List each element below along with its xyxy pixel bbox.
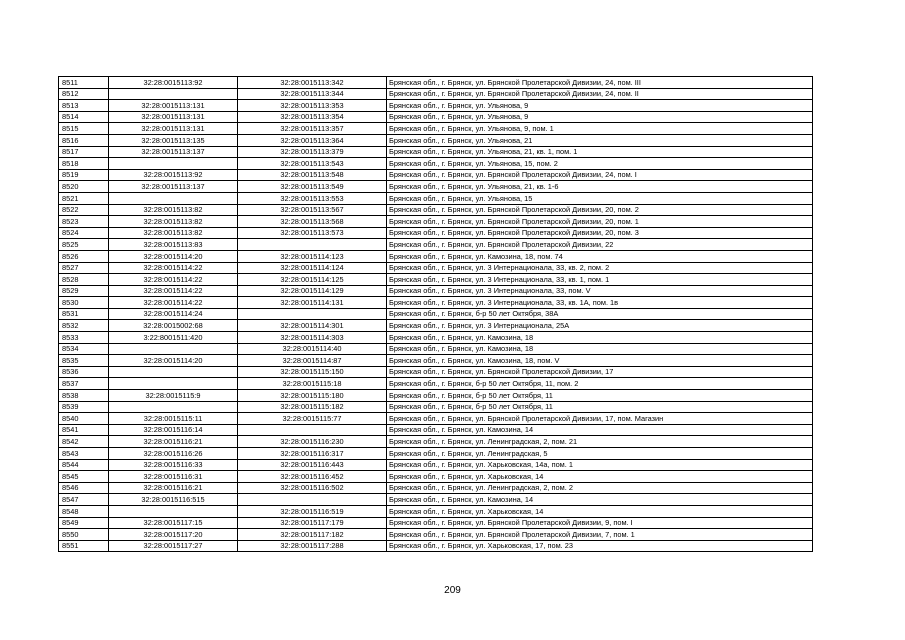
address-cell: Брянская обл., г. Брянск, ул. Ульянова, 9 [387, 111, 813, 123]
parent-cadastral-number-cell: 32:28:0015113:131 [109, 100, 238, 112]
table-row [59, 77, 813, 89]
table-row [59, 274, 813, 286]
address-cell: Брянская обл., г. Брянск, ул. Брянской Пролетарской Дивизии, 22 [387, 239, 813, 251]
table-row [59, 250, 813, 262]
table-row [59, 204, 813, 216]
address-cell: Брянская обл., г. Брянск, ул. Ульянова, 15 [387, 192, 813, 204]
address-cell: Брянская обл., г. Брянск, ул. Камозина, 14 [387, 494, 813, 506]
address-cell: Брянская обл., г. Брянск, ул. Харьковская, 14 [387, 505, 813, 517]
cadastral-number-cell: 32:28:0015113:553 [238, 192, 387, 204]
row-number-cell: 8521 [59, 192, 109, 204]
cadastral-number-cell: 32:28:0015116:519 [238, 505, 387, 517]
cadastral-number-cell: 32:28:0015113:573 [238, 227, 387, 239]
cadastral-number-cell: 32:28:0015115:77 [238, 413, 387, 425]
address-cell: Брянская обл., г. Брянск, ул. 3 Интернационала, 33, кв. 2, пом. 2 [387, 262, 813, 274]
address-cell: Брянская обл., г. Брянск, ул. 3 Интернационала, 33, кв. 1А, пом. 1в [387, 297, 813, 309]
address-cell: Брянская обл., г. Брянск, ул. Брянской Пролетарской Дивизии, 20, пом. 1 [387, 216, 813, 228]
parent-cadastral-number-cell [109, 505, 238, 517]
row-number-cell: 8532 [59, 320, 109, 332]
parent-cadastral-number-cell: 32:28:0015114:22 [109, 274, 238, 286]
cadastral-number-cell [238, 424, 387, 436]
table-row [59, 401, 813, 413]
cadastral-number-cell: 32:28:0015114:131 [238, 297, 387, 309]
row-number-cell: 8522 [59, 204, 109, 216]
table-row [59, 181, 813, 193]
cadastral-number-cell: 32:28:0015113:568 [238, 216, 387, 228]
parent-cadastral-number-cell: 32:28:0015116:14 [109, 424, 238, 436]
address-cell: Брянская обл., г. Брянск, ул. Брянской Пролетарской Дивизии, 24, пом. II [387, 88, 813, 100]
table-row [59, 517, 813, 529]
parent-cadastral-number-cell: 32:28:0015115:9 [109, 390, 238, 402]
table-row [59, 448, 813, 460]
address-cell: Брянская обл., г. Брянск, ул. Камозина, 14 [387, 424, 813, 436]
cadastral-number-cell: 32:28:0015116:502 [238, 482, 387, 494]
row-number-cell: 8514 [59, 111, 109, 123]
address-cell: Брянская обл., г. Брянск, ул. Камозина, 18 [387, 332, 813, 344]
address-cell: Брянская обл., г. Брянск, ул. Ульянова, 21, кв. 1, пом. 1 [387, 146, 813, 158]
row-number-cell: 8518 [59, 158, 109, 170]
row-number-cell: 8541 [59, 424, 109, 436]
table-row [59, 123, 813, 135]
parent-cadastral-number-cell: 32:28:0015113:82 [109, 216, 238, 228]
table-row [59, 239, 813, 251]
address-cell: Брянская обл., г. Брянск, ул. 3 Интернационала, 25А [387, 320, 813, 332]
cadastral-number-cell: 32:28:0015113:548 [238, 169, 387, 181]
address-cell: Брянская обл., г. Брянск, ул. Камозина, 18, пом. 74 [387, 250, 813, 262]
table-row [59, 505, 813, 517]
registry-table [58, 76, 813, 552]
row-number-cell: 8513 [59, 100, 109, 112]
cadastral-number-cell: 32:28:0015113:543 [238, 158, 387, 170]
table-row [59, 285, 813, 297]
parent-cadastral-number-cell [109, 343, 238, 355]
cadastral-number-cell [238, 494, 387, 506]
row-number-cell: 8543 [59, 448, 109, 460]
table-row [59, 169, 813, 181]
row-number-cell: 8536 [59, 366, 109, 378]
row-number-cell: 8548 [59, 505, 109, 517]
row-number-cell: 8531 [59, 308, 109, 320]
address-cell: Брянская обл., г. Брянск, б-р 50 лет Октября, 11, пом. 2 [387, 378, 813, 390]
address-cell: Брянская обл., г. Брянск, ул. Брянской Пролетарской Дивизии, 17 [387, 366, 813, 378]
cadastral-number-cell: 32:28:0015114:303 [238, 332, 387, 344]
parent-cadastral-number-cell: 32:28:0015114:20 [109, 250, 238, 262]
table-row [59, 134, 813, 146]
cadastral-number-cell: 32:28:0015117:288 [238, 540, 387, 552]
parent-cadastral-number-cell: 32:28:0015113:131 [109, 123, 238, 135]
cadastral-number-cell: 32:28:0015114:301 [238, 320, 387, 332]
table-row [59, 227, 813, 239]
address-cell: Брянская обл., г. Брянск, ул. Камозина, 18 [387, 343, 813, 355]
cadastral-number-cell: 32:28:0015114:40 [238, 343, 387, 355]
address-cell: Брянская обл., г. Брянск, ул. Харьковская, 14 [387, 471, 813, 483]
parent-cadastral-number-cell: 32:28:0015113:92 [109, 169, 238, 181]
table-row [59, 529, 813, 541]
parent-cadastral-number-cell: 32:28:0015114:22 [109, 285, 238, 297]
row-number-cell: 8544 [59, 459, 109, 471]
table-row [59, 413, 813, 425]
table-row [59, 158, 813, 170]
table-row [59, 146, 813, 158]
parent-cadastral-number-cell: 32:28:0015113:92 [109, 77, 238, 89]
row-number-cell: 8528 [59, 274, 109, 286]
table-row [59, 424, 813, 436]
cadastral-number-cell: 32:28:0015114:129 [238, 285, 387, 297]
cadastral-number-cell: 32:28:0015116:443 [238, 459, 387, 471]
parent-cadastral-number-cell: 32:28:0015117:27 [109, 540, 238, 552]
row-number-cell: 8549 [59, 517, 109, 529]
address-cell: Брянская обл., г. Брянск, б-р 50 лет Октября, 38А [387, 308, 813, 320]
table-row [59, 88, 813, 100]
row-number-cell: 8539 [59, 401, 109, 413]
cadastral-number-cell: 32:28:0015114:124 [238, 262, 387, 274]
row-number-cell: 8537 [59, 378, 109, 390]
row-number-cell: 8533 [59, 332, 109, 344]
row-number-cell: 8517 [59, 146, 109, 158]
address-cell: Брянская обл., г. Брянск, ул. Ульянова, 21 [387, 134, 813, 146]
address-cell: Брянская обл., г. Брянск, ул. Брянской Пролетарской Дивизии, 20, пом. 2 [387, 204, 813, 216]
parent-cadastral-number-cell [109, 88, 238, 100]
table-row [59, 436, 813, 448]
address-cell: Брянская обл., г. Брянск, ул. Брянской Пролетарской Дивизии, 9, пом. I [387, 517, 813, 529]
parent-cadastral-number-cell: 32:28:0015116:31 [109, 471, 238, 483]
table-row [59, 216, 813, 228]
parent-cadastral-number-cell: 32:28:0015002:68 [109, 320, 238, 332]
row-number-cell: 8530 [59, 297, 109, 309]
table-row [59, 366, 813, 378]
cadastral-number-cell: 32:28:0015114:125 [238, 274, 387, 286]
address-cell: Брянская обл., г. Брянск, ул. Харьковская, 14а, пом. 1 [387, 459, 813, 471]
parent-cadastral-number-cell: 32:28:0015113:82 [109, 227, 238, 239]
row-number-cell: 8524 [59, 227, 109, 239]
parent-cadastral-number-cell [109, 158, 238, 170]
cadastral-number-cell: 32:28:0015116:452 [238, 471, 387, 483]
row-number-cell: 8529 [59, 285, 109, 297]
row-number-cell: 8550 [59, 529, 109, 541]
parent-cadastral-number-cell [109, 401, 238, 413]
row-number-cell: 8534 [59, 343, 109, 355]
parent-cadastral-number-cell: 32:28:0015116:21 [109, 482, 238, 494]
row-number-cell: 8551 [59, 540, 109, 552]
row-number-cell: 8546 [59, 482, 109, 494]
cadastral-number-cell: 32:28:0015116:230 [238, 436, 387, 448]
cadastral-number-cell: 32:28:0015114:123 [238, 250, 387, 262]
table-row [59, 471, 813, 483]
row-number-cell: 8516 [59, 134, 109, 146]
row-number-cell: 8523 [59, 216, 109, 228]
parent-cadastral-number-cell: 32:28:0015114:22 [109, 297, 238, 309]
parent-cadastral-number-cell [109, 366, 238, 378]
address-cell: Брянская обл., г. Брянск, б-р 50 лет Октября, 11 [387, 401, 813, 413]
cadastral-number-cell: 32:28:0015117:182 [238, 529, 387, 541]
row-number-cell: 8515 [59, 123, 109, 135]
address-cell: Брянская обл., г. Брянск, ул. 3 Интернационала, 33, пом. V [387, 285, 813, 297]
address-cell: Брянская обл., г. Брянск, ул. Ульянова, 21, кв. 1-6 [387, 181, 813, 193]
row-number-cell: 8542 [59, 436, 109, 448]
page-number: 209 [444, 585, 461, 596]
table-row [59, 540, 813, 552]
address-cell: Брянская обл., г. Брянск, ул. Ленинградская, 2, пом. 21 [387, 436, 813, 448]
parent-cadastral-number-cell: 3:22:8001511:420 [109, 332, 238, 344]
parent-cadastral-number-cell: 32:28:0015116:26 [109, 448, 238, 460]
row-number-cell: 8512 [59, 88, 109, 100]
row-number-cell: 8547 [59, 494, 109, 506]
table-row [59, 297, 813, 309]
table-row [59, 192, 813, 204]
address-cell: Брянская обл., г. Брянск, ул. Брянской Пролетарской Дивизии, 24, пом. III [387, 77, 813, 89]
cadastral-number-cell: 32:28:0015113:342 [238, 77, 387, 89]
parent-cadastral-number-cell: 32:28:0015114:20 [109, 355, 238, 367]
row-number-cell: 8526 [59, 250, 109, 262]
cadastral-number-cell: 32:28:0015113:344 [238, 88, 387, 100]
table-row [59, 378, 813, 390]
address-cell: Брянская обл., г. Брянск, ул. 3 Интернационала, 33, кв. 1, пом. 1 [387, 274, 813, 286]
cadastral-number-cell: 32:28:0015115:18 [238, 378, 387, 390]
cadastral-number-cell: 32:28:0015113:353 [238, 100, 387, 112]
table-row [59, 332, 813, 344]
row-number-cell: 8525 [59, 239, 109, 251]
registry-table-body [59, 77, 813, 552]
table-row [59, 262, 813, 274]
cadastral-number-cell: 32:28:0015113:379 [238, 146, 387, 158]
cadastral-number-cell: 32:28:0015114:87 [238, 355, 387, 367]
address-cell: Брянская обл., г. Брянск, ул. Ульянова, 9, пом. 1 [387, 123, 813, 135]
cadastral-number-cell: 32:28:0015113:549 [238, 181, 387, 193]
parent-cadastral-number-cell: 32:28:0015113:131 [109, 111, 238, 123]
address-cell: Брянская обл., г. Брянск, ул. Харьковская, 17, пом. 23 [387, 540, 813, 552]
table-row [59, 308, 813, 320]
parent-cadastral-number-cell: 32:28:0015117:15 [109, 517, 238, 529]
table-row [59, 355, 813, 367]
address-cell: Брянская обл., г. Брянск, ул. Брянской Пролетарской Дивизии, 17, пом. Магазин [387, 413, 813, 425]
cadastral-number-cell: 32:28:0015117:179 [238, 517, 387, 529]
address-cell: Брянская обл., г. Брянск, ул. Брянской Пролетарской Дивизии, 20, пом. 3 [387, 227, 813, 239]
parent-cadastral-number-cell: 32:28:0015116:515 [109, 494, 238, 506]
cadastral-number-cell [238, 239, 387, 251]
cadastral-number-cell: 32:28:0015113:364 [238, 134, 387, 146]
parent-cadastral-number-cell: 32:28:0015113:83 [109, 239, 238, 251]
table-row [59, 494, 813, 506]
table-row [59, 343, 813, 355]
address-cell: Брянская обл., г. Брянск, б-р 50 лет Октября, 11 [387, 390, 813, 402]
parent-cadastral-number-cell: 32:28:0015113:82 [109, 204, 238, 216]
table-row [59, 459, 813, 471]
parent-cadastral-number-cell: 32:28:0015116:33 [109, 459, 238, 471]
table-row [59, 482, 813, 494]
parent-cadastral-number-cell: 32:28:0015113:137 [109, 181, 238, 193]
row-number-cell: 8519 [59, 169, 109, 181]
cadastral-number-cell: 32:28:0015113:354 [238, 111, 387, 123]
parent-cadastral-number-cell: 32:28:0015115:11 [109, 413, 238, 425]
address-cell: Брянская обл., г. Брянск, ул. Ульянова, 15, пом. 2 [387, 158, 813, 170]
parent-cadastral-number-cell: 32:28:0015113:137 [109, 146, 238, 158]
table-row [59, 100, 813, 112]
parent-cadastral-number-cell: 32:28:0015116:21 [109, 436, 238, 448]
row-number-cell: 8535 [59, 355, 109, 367]
address-cell: Брянская обл., г. Брянск, ул. Ленинградская, 2, пом. 2 [387, 482, 813, 494]
row-number-cell: 8511 [59, 77, 109, 89]
table-row [59, 390, 813, 402]
cadastral-number-cell: 32:28:0015115:150 [238, 366, 387, 378]
cadastral-number-cell [238, 308, 387, 320]
cadastral-number-cell: 32:28:0015116:317 [238, 448, 387, 460]
row-number-cell: 8540 [59, 413, 109, 425]
table-row [59, 320, 813, 332]
address-cell: Брянская обл., г. Брянск, ул. Брянской Пролетарской Дивизии, 24, пом. I [387, 169, 813, 181]
address-cell: Брянская обл., г. Брянск, ул. Брянской Пролетарской Дивизии, 7, пом. 1 [387, 529, 813, 541]
parent-cadastral-number-cell: 32:28:0015113:135 [109, 134, 238, 146]
parent-cadastral-number-cell [109, 378, 238, 390]
address-cell: Брянская обл., г. Брянск, ул. Ульянова, 9 [387, 100, 813, 112]
parent-cadastral-number-cell: 32:28:0015114:24 [109, 308, 238, 320]
address-cell: Брянская обл., г. Брянск, ул. Ленинградская, 5 [387, 448, 813, 460]
cadastral-number-cell: 32:28:0015115:182 [238, 401, 387, 413]
table-row [59, 111, 813, 123]
row-number-cell: 8527 [59, 262, 109, 274]
cadastral-number-cell: 32:28:0015113:357 [238, 123, 387, 135]
row-number-cell: 8545 [59, 471, 109, 483]
parent-cadastral-number-cell [109, 192, 238, 204]
row-number-cell: 8520 [59, 181, 109, 193]
address-cell: Брянская обл., г. Брянск, ул. Камозина, 18, пом. V [387, 355, 813, 367]
parent-cadastral-number-cell: 32:28:0015117:20 [109, 529, 238, 541]
parent-cadastral-number-cell: 32:28:0015114:22 [109, 262, 238, 274]
cadastral-number-cell: 32:28:0015113:567 [238, 204, 387, 216]
row-number-cell: 8538 [59, 390, 109, 402]
cadastral-number-cell: 32:28:0015115:180 [238, 390, 387, 402]
